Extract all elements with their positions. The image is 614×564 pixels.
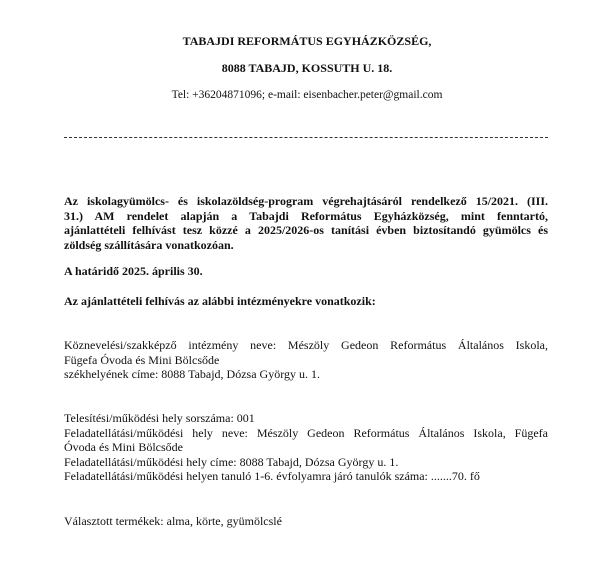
institution-name-line: Fügefa Óvoda és Mini Bölcsőde — [64, 352, 220, 367]
site-name-line: Óvoda és Mini Bölcsőde — [64, 440, 183, 454]
site-details — [64, 411, 548, 484]
site-number: Telesítési/működési hely sorszáma: 001 — [64, 411, 255, 425]
organization-contact: Tel: +36204871096; e-mail: eisenbacher.peter@gmail.com — [171, 89, 443, 101]
selected-products: Választott termékek: alma, körte, gyümölcslé — [64, 514, 282, 528]
institution-name-line: Köznevelési/szakképző intézmény neve: Mészöly Gedeon Református Általános Iskola, — [64, 338, 548, 352]
organization-address: 8088 TABAJD, KOSSUTH U. 18. — [221, 61, 393, 75]
institution-details — [64, 338, 548, 382]
dashed-divider — [64, 137, 548, 138]
organization-name: TABAJDI REFORMÁTUS EGYHÁZKÖZSÉG, — [182, 34, 432, 48]
intro-line: 31.) AM rendelet alapján a Tabajdi Református Egyházközség, mint fenntartó, — [64, 208, 548, 223]
site-name-line: Feladatellátási/működési hely neve: Mészöly Gedeon Református Általános Iskola, Fügefa — [64, 425, 548, 440]
site-address: Feladatellátási/működési hely címe: 8088 Tabajd, Dózsa György u. 1. — [64, 454, 399, 469]
institutions-heading: Az ajánlattételi felhívás az alábbi intézményekre vonatkozik: — [64, 294, 376, 308]
site-student-count: Feladatellátási/működési helyen tanuló 1-6. évfolyamra járó tanulók száma: .......70. fő — [64, 469, 480, 483]
intro-line: ajánlattételi felhívást tesz közzé a 2025/2026-os tanítási évben biztosítandó gyümölcs és — [64, 223, 548, 237]
intro-paragraph — [64, 194, 548, 252]
deadline-text: A határidő 2025. április 30. — [64, 264, 203, 278]
institution-seat: székhelyének címe: 8088 Tabajd, Dózsa György u. 1. — [64, 367, 320, 381]
intro-line: Az iskolagyümölcs- és iskolazöldség-program végrehajtásáról rendelkező 15/2021. (III. — [64, 194, 548, 208]
intro-line: zöldség szállítására vonatkozóan. — [64, 237, 234, 252]
